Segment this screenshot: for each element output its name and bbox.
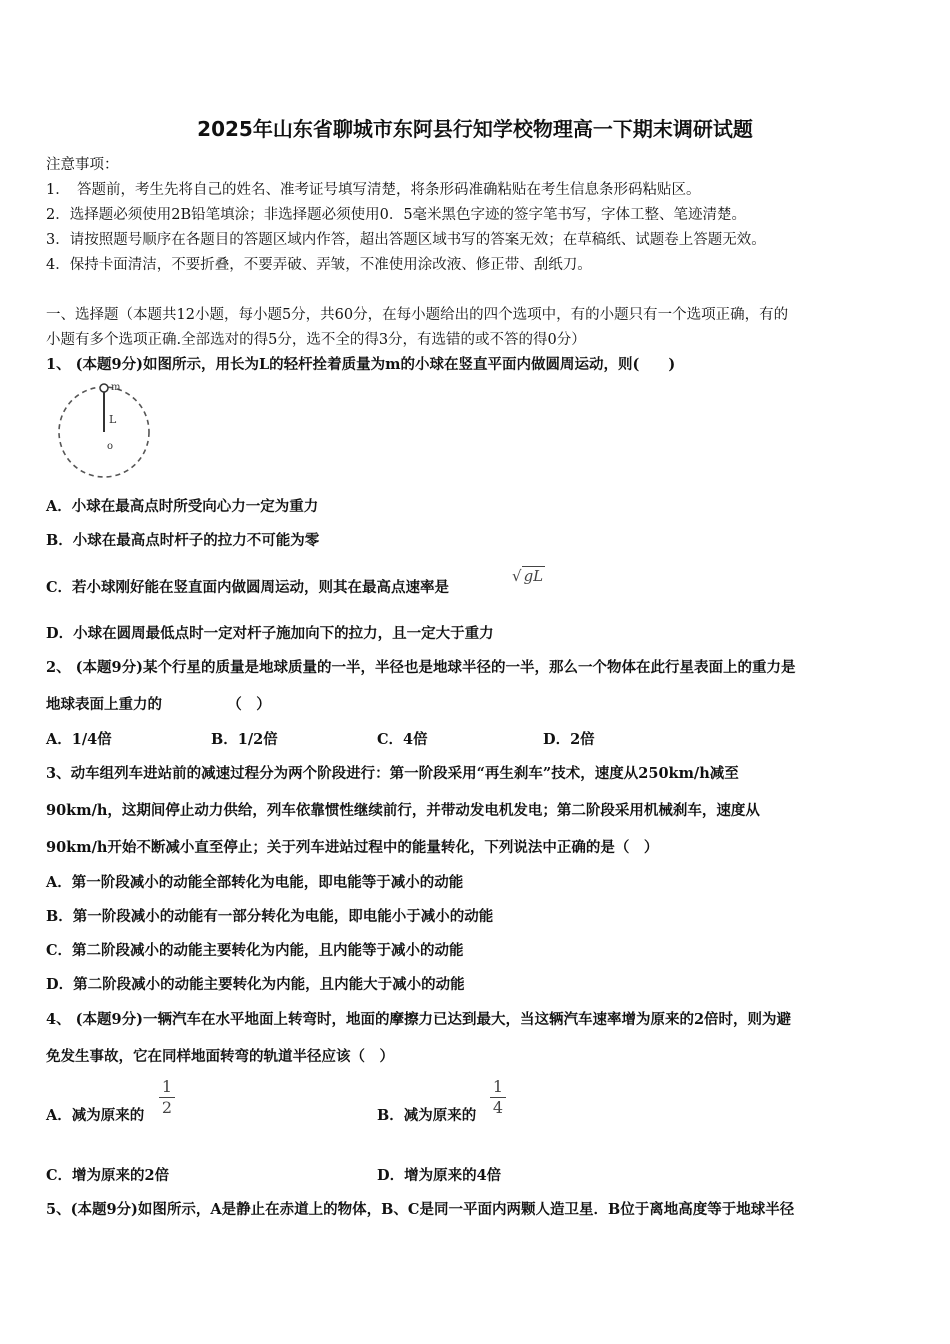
q3-option-a: A．第一阶段减小的动能全部转化为电能，即电能等于减小的动能 (46, 874, 464, 891)
q3-option-c: C．第二阶段减小的动能主要转化为内能，且内能等于减小的动能 (46, 942, 464, 959)
q2-option-d: D．2倍 (543, 731, 595, 748)
q4-option-c: C．增为原来的2倍 (46, 1167, 170, 1184)
q2-stem-line2: 地球表面上重力的 （ ） (46, 696, 271, 713)
q4-option-a: A．减为原来的 (46, 1107, 145, 1124)
q4-option-a-fraction (159, 1078, 175, 1117)
q4-option-b-numerator: 1 (492, 1077, 504, 1096)
q2-option-a: A．1/4倍 (46, 731, 112, 748)
q1-stem: 1、 (本题9分)如图所示，用长为L的轻杆拴着质量为m的小球在竖直平面内做圆周运动，则( ) (46, 356, 676, 373)
notice-item-1: 1． 答题前，考生先将自己的姓名、准考证号填写清楚，将条形码准确粘贴在考生信息条形码粘贴区。 (46, 182, 701, 198)
section-heading-line1: 一、选择题（本题共12小题，每小题5分，共60分，在每小题给出的四个选项中，有的小题只有一个选项正确，有的 (46, 307, 789, 323)
q1-option-c: C．若小球刚好能在竖直面内做圆周运动，则其在最高点速率是 (46, 579, 450, 596)
q5-stem-line1: 5、(本题9分)如图所示，A是静止在赤道上的物体，B、C是同一平面内两颗人造卫星．B位于离地高度等于地球半径 (46, 1201, 795, 1218)
q1-option-a: A．小球在最高点时所受向心力一定为重力 (46, 498, 319, 515)
q3-stem-line2: 90km/h，这期间停止动力供给，列车依靠惯性继续前行，并带动发电机发电；第二阶段采用机械刹车，速度从 (46, 802, 760, 819)
q2-option-c: C．4倍 (377, 731, 428, 748)
notice-item-3: 3．请按照题号顺序在各题目的答题区域内作答，超出答题区域书写的答案无效；在草稿纸、试题卷上答题无效。 (46, 232, 766, 248)
q1-option-d: D．小球在圆周最低点时一定对杆子施加向下的拉力，且一定大于重力 (46, 625, 494, 642)
section-heading-line2: 小题有多个选项正确.全部选对的得5分，选不全的得3分，有选错的或不答的得0分） (46, 332, 586, 348)
q4-option-a-numerator: 1 (161, 1077, 173, 1096)
q1-circle-figure (54, 378, 154, 482)
label-o: o (107, 441, 114, 452)
notice-item-4: 4．保持卡面清洁，不要折叠，不要弄破、弄皱，不准使用涂改液、修正带、刮纸刀。 (46, 257, 592, 273)
q4-stem-line1: 4、 (本题9分)一辆汽车在水平地面上转弯时，地面的摩擦力已达到最大，当这辆汽车速率增为原来的2倍时，则为避 (46, 1011, 792, 1028)
label-L: L (109, 413, 117, 426)
q3-option-b: B．第一阶段减小的动能有一部分转化为电能，即电能小于减小的动能 (46, 908, 494, 925)
page-title: 2025年山东省聊城市东阿县行知学校物理高一下期末调研试题 (197, 117, 753, 141)
q3-option-d: D．第二阶段减小的动能主要转化为内能，且内能大于减小的动能 (46, 976, 465, 993)
q2-option-b: B．1/2倍 (211, 731, 278, 748)
notice-heading: 注意事项： (46, 157, 119, 173)
q3-stem-line3: 90km/h开始不断减小直至停止；关于列车进站过程中的能量转化，下列说法中正确的是（ ） (46, 839, 659, 856)
label-m: m (111, 382, 121, 393)
q1-option-c-radicand: gL (523, 567, 544, 585)
q3-stem-line1: 3、动车组列车进站前的减速过程分为两个阶段进行：第一阶段采用“再生刹车”技术，速度从250km/h减至 (46, 765, 739, 782)
q4-option-b-fraction (490, 1078, 506, 1117)
q1-option-c-sqrt: √ gL (512, 567, 544, 585)
q4-option-d: D．增为原来的4倍 (377, 1167, 502, 1184)
notice-item-2: 2．选择题必须使用2B铅笔填涂；非选择题必须使用0．5毫米黑色字迹的签字笔书写，字体工整、笔迹清楚。 (46, 207, 747, 223)
q2-stem-line1: 2、 (本题9分)某个行星的质量是地球质量的一半，半径也是地球半径的一半，那么一个物体在此行星表面上的重力是 (46, 659, 796, 676)
ball (100, 384, 108, 392)
q4-option-b-denominator: 4 (492, 1098, 504, 1117)
q4-option-a-denominator: 2 (161, 1098, 173, 1117)
q4-stem-line2: 免发生事故，它在同样地面转弯的轨道半径应该（ ） (46, 1048, 394, 1065)
q4-option-b: B．减为原来的 (377, 1107, 477, 1124)
q1-option-b: B．小球在最高点时杆子的拉力不可能为零 (46, 532, 320, 549)
